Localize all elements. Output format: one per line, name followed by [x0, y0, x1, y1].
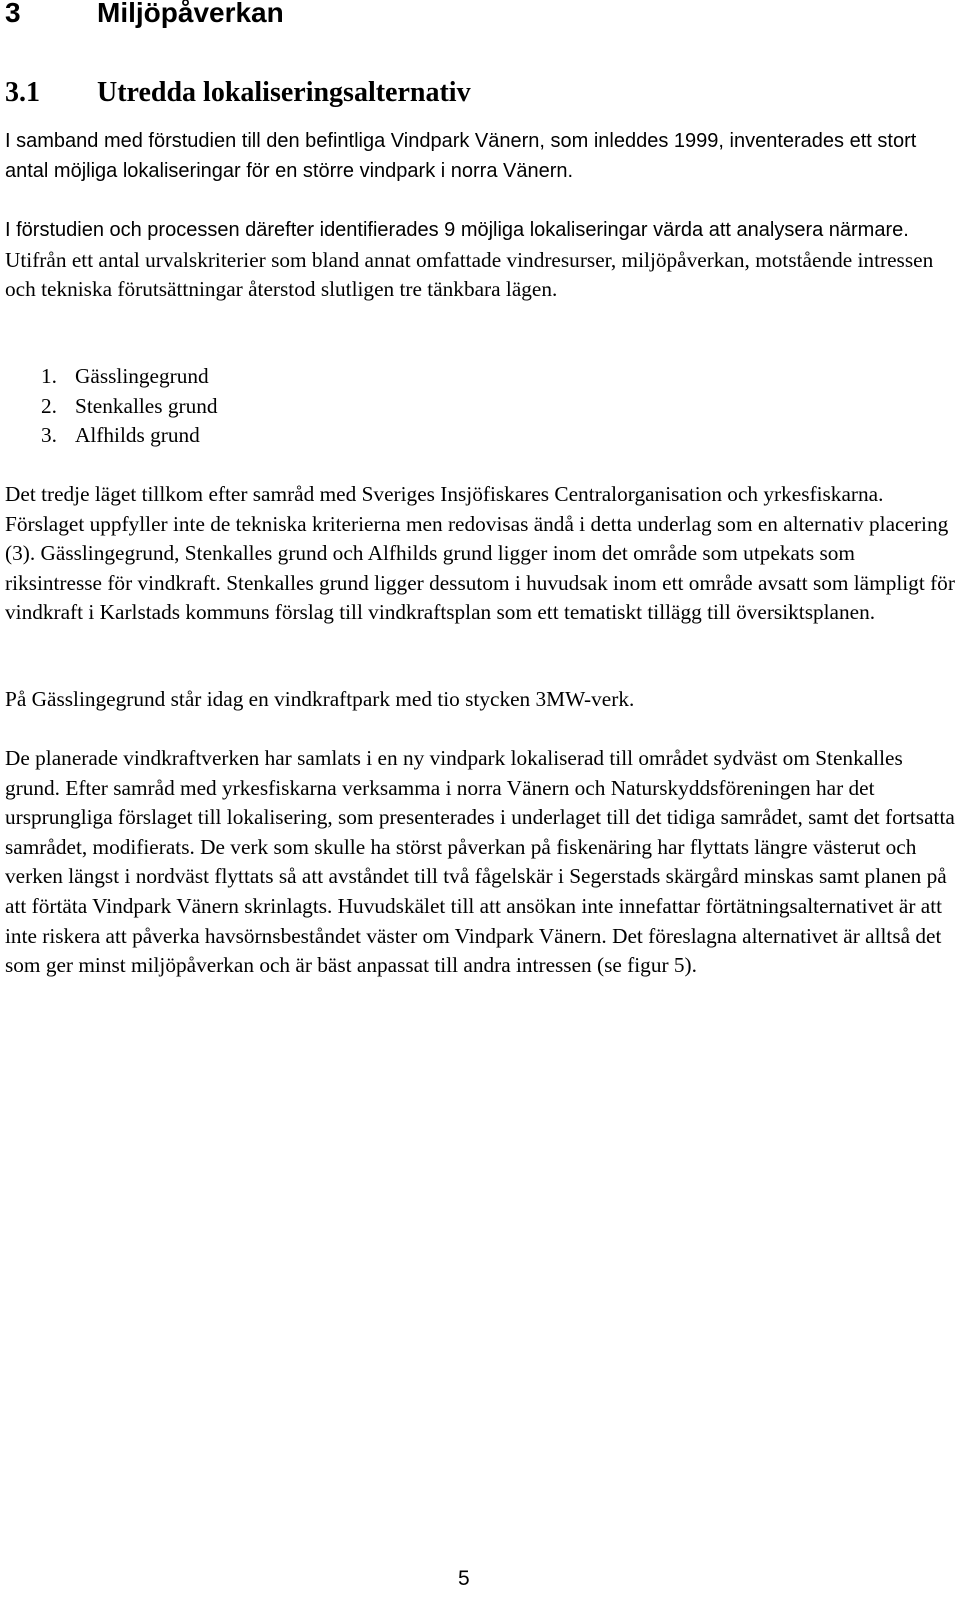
list-item: [41, 421, 218, 451]
paragraph-intro: I samband med förstudien till den befintliga Vindpark Vänern, som inleddes 1999, inventerades ett stort antal möjliga lokaliseringar för en större vindpark i norra Vänern.: [5, 130, 917, 182]
paragraph-selection-part1: I förstudien och processen därefter identifierades 9 möjliga lokaliseringar värda att analysera närmare.: [5, 219, 909, 241]
list-item: [41, 392, 218, 422]
section-number: 3: [5, 0, 21, 28]
list-item-number: 2.: [41, 393, 57, 418]
page-number: 5: [458, 1567, 470, 1590]
subsection-heading: [5, 76, 471, 110]
list-item-name: Gässlingegrund: [75, 364, 209, 388]
section-heading: [5, 0, 284, 30]
list-item-name: Alfhilds grund: [75, 423, 200, 448]
paragraph-planned-park: De planerade vindkraftverken har samlats i en ny vindpark lokaliserad till området sydväst om Stenkalles grund. Efter samråd med yrkesfiskarna verksamma i norra Vänern och Naturskyddsföreningen har det ursprungliga förslaget till lokalisering, som presenterades i underlaget till det tidiga samrådet, samt det fortsatta samrådet, modifierats. De verk som skulle ha störst påverkan på fiskenäring har flyttats längre västerut och verken längst i nordväst flyttats så att avståndet till två fågelskär i Segerstads skärgård minskas samt planen på att förtäta Vindpark Vänern skrinlagts. Huvudskälet till att ansökan inte innefattar förtätningsalternativet är att inte riskera att påverka havsörnsbeståndet väster om Vindpark Vänern. Det föreslagna alternativet är alltså det som ger minst miljöpåverkan och är bäst anpassat till andra intressen (se figur 5).: [5, 746, 955, 978]
paragraph-third-location: Det tredje läget tillkom efter samråd med Sveriges Insjöfiskares Centralorganisation och yrkesfiskarna. Förslaget uppfyller inte de tekniska kriterierna men redovisas ändå i detta underlag som en alternativ placering (3). Gässlingegrund, Stenkalles grund och Alfhilds grund ligger inom det område som utpekats som riksintresse för vindkraft. Stenkalles grund ligger dessutom i huvudsak inom ett område avsatt som lämpligt för vindkraft i Karlstads kommuns förslag till vindkraftsplan som ett tematiskt tillägg till översiktsplanen.: [5, 482, 955, 625]
list-item-name: Stenkalles grund: [75, 393, 218, 418]
subsection-number: 3.1: [5, 77, 40, 108]
section-title: Miljöpåverkan: [97, 0, 284, 28]
list-item-number: 1.: [41, 364, 57, 388]
list-item: [41, 362, 218, 392]
list-item-number: 3.: [41, 423, 57, 448]
subsection-title: Utredda lokaliseringsalternativ: [97, 77, 471, 108]
paragraph-selection: [5, 215, 955, 305]
paragraph-selection-part2: Utifrån ett antal urvalskriterier som bland annat omfattade vindresurser, miljöpåverkan, motstående intressen och tekniska förutsättningar återstod slutligen tre tänkbara lägen.: [5, 247, 934, 302]
paragraph-current-park: På Gässlingegrund står idag en vindkraftpark med tio stycken 3MW-verk.: [5, 687, 635, 711]
location-list: [41, 362, 218, 451]
